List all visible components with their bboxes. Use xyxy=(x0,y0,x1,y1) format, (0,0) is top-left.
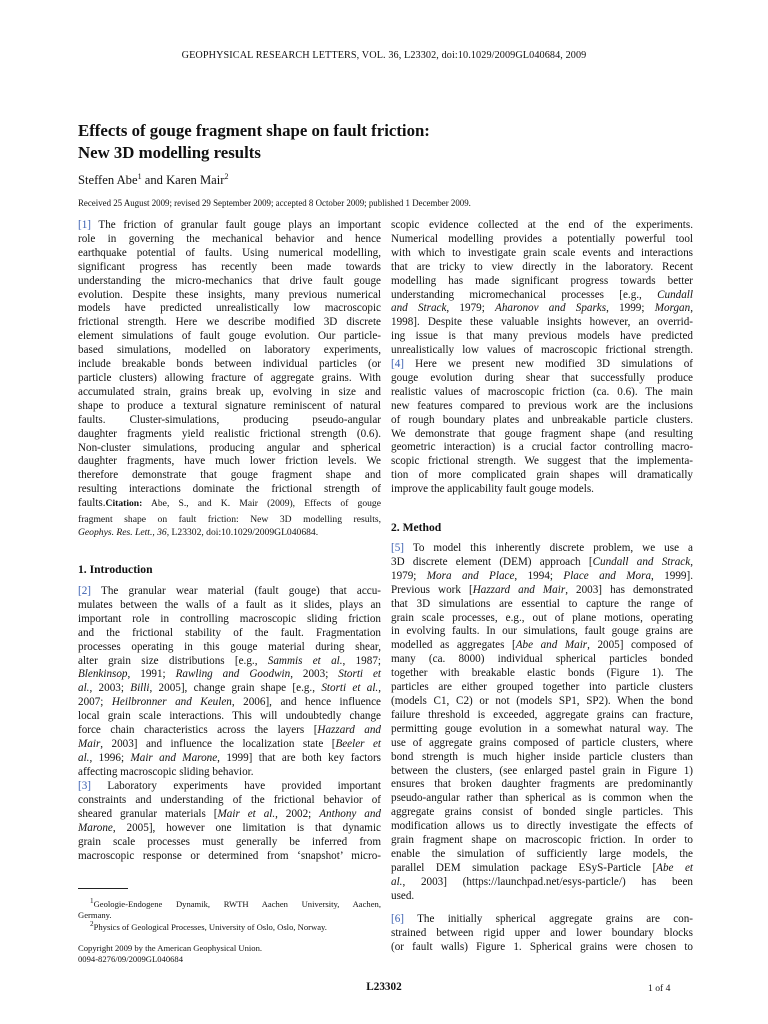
line-text: unrealistically low values of macroscopic frictional strength. xyxy=(391,344,693,357)
line-text: affecting macroscopic sliding behavior. xyxy=(78,765,254,778)
text-line xyxy=(78,275,381,289)
footnote-2 xyxy=(78,919,381,933)
text-line xyxy=(78,668,381,682)
line-text: that are tricky to view directly in the laboratory. Recent xyxy=(391,260,693,273)
line-text: local grain scale interactions. This will undoubtedly change xyxy=(78,710,381,723)
text-line xyxy=(391,344,693,358)
text-line xyxy=(391,247,693,261)
line-text: pseudo-angular rather than spherical as is common when the xyxy=(391,792,693,805)
citation-ref: and Strack xyxy=(391,302,447,315)
text-line xyxy=(78,386,381,400)
line-text: constraints and understanding of the frictional behavior of xyxy=(78,793,381,806)
line-text: processes operating in this gouge material during shear, xyxy=(78,640,381,653)
text-line xyxy=(78,627,381,641)
line-text: ing issue is that many previous models have predicted xyxy=(391,330,693,343)
line-text: that 3D simulations are essential to capture the range of xyxy=(391,597,693,610)
line-text: models have predicted unrealistically low macroscopic xyxy=(78,302,381,315)
line-text: , 1999] that are both key factors xyxy=(217,751,382,764)
citation-ref: Hazzard and Mair xyxy=(472,583,566,596)
affiliation-marker: 2 xyxy=(224,172,229,181)
text-line xyxy=(78,794,381,808)
text-line xyxy=(78,400,381,414)
issn-line: 0094-8276/09/2009GL040684 xyxy=(78,954,184,964)
text-line xyxy=(391,455,693,469)
line-text: understanding the micro-mechanics that drive fault gouge xyxy=(78,274,381,287)
text-line xyxy=(391,848,693,862)
citation-ref: Cundall xyxy=(657,288,693,301)
line-text: evolution. Despite these insights, many previous numerical xyxy=(78,288,381,301)
text-line xyxy=(78,710,381,724)
text-line xyxy=(78,344,381,358)
line-text: element simulations of fault gouge evolution. Our particle- xyxy=(78,330,381,343)
line-text: Numerical modelling provides a potentially powerful tool xyxy=(391,232,693,245)
line-text: important role in controlling macroscopic sliding friction xyxy=(78,612,381,625)
line-text: , 2002; xyxy=(275,807,320,820)
text-line xyxy=(78,696,381,710)
affiliation-marker: 1 xyxy=(137,172,142,181)
line-text: , 2003; xyxy=(89,682,131,695)
text-line xyxy=(78,780,381,794)
citation-ref: Anthony and xyxy=(319,807,381,820)
text-line xyxy=(391,330,693,344)
line-text: , 2003] (https://launchpad.net/esys-particle/) has been xyxy=(402,875,693,888)
line-text: strained between rigid upper and lower boundary blocks xyxy=(391,926,693,939)
text-line xyxy=(78,372,381,386)
abstract-last-word: faults. xyxy=(78,497,106,509)
citation-ref: Beeler et xyxy=(335,737,381,750)
text-line xyxy=(391,681,693,695)
text-line xyxy=(391,570,693,584)
text-line xyxy=(391,765,693,779)
citation-ref: al. xyxy=(78,751,90,764)
line-text: Laboratory experiments have provided important xyxy=(91,780,381,792)
line-text: , 2005], however one limitation is that dynamic xyxy=(112,821,381,834)
text-line xyxy=(78,483,381,497)
line-text: , 2003; xyxy=(290,668,339,681)
line-text: tion of more complicated grain shapes will dramatically xyxy=(391,469,693,482)
line-text: alter grain size distributions [e.g., xyxy=(78,654,268,667)
line-text: To model this inherently discrete problem, we use a xyxy=(404,542,693,554)
line-text: of rough boundary plates and unbreakable particle clusters. xyxy=(391,413,693,426)
text-line xyxy=(391,941,693,955)
text-line xyxy=(78,302,381,316)
line-text: The initially spherical aggregate grains are con- xyxy=(404,913,693,925)
paragraph-6 xyxy=(391,913,693,955)
line-text: grain fragment shape on macroscopic friction. In order to xyxy=(391,834,693,847)
text-line xyxy=(78,358,381,372)
text-line xyxy=(391,556,693,570)
author-name: Steffen Abe xyxy=(78,173,138,188)
section-heading-method: 2. Method xyxy=(391,521,442,534)
text-line xyxy=(391,372,693,386)
text-line xyxy=(391,625,693,639)
paragraph-3 xyxy=(78,780,381,863)
line-text: , 1996; xyxy=(89,751,131,764)
text-line xyxy=(78,836,381,850)
line-text: in evolving faults. In our simulations, fault gouge grains are xyxy=(391,625,693,638)
citation-ref: Abe et xyxy=(656,861,693,874)
citation-ref: Mair et al. xyxy=(217,807,276,820)
text-line xyxy=(391,289,693,303)
line-text: , xyxy=(690,302,693,315)
line-text: shape to produce a textural signature reminiscent of natural xyxy=(78,399,381,412)
copyright xyxy=(78,943,262,965)
line-text: , xyxy=(690,555,693,568)
citation-ref: Hazzard and xyxy=(317,724,381,737)
line-text: 2007; xyxy=(78,696,112,709)
line-text: , 1994; xyxy=(514,569,564,582)
introduction-continued xyxy=(391,219,693,358)
page-id: L23302 xyxy=(366,981,402,993)
page-number: 1 of 4 xyxy=(648,983,671,994)
paragraph-number: [4] xyxy=(391,358,404,370)
abstract-last-line xyxy=(78,497,381,511)
text-line xyxy=(78,822,381,836)
line-text: aggregate grains consist of bonded single particles. This xyxy=(391,806,693,819)
line-text: modification allows us to directly investigate the effects of xyxy=(391,820,693,833)
text-line xyxy=(391,358,693,372)
text-line xyxy=(391,667,693,681)
text-line xyxy=(391,612,693,626)
paragraph-number: [3] xyxy=(78,780,91,792)
citation-ref: Place and Mora xyxy=(563,569,652,582)
footnote-text: Physics of Geological Processes, University of Oslo, Oslo, Norway. xyxy=(93,921,327,932)
line-text: understanding micromechanical processes [e.g., xyxy=(391,288,658,301)
footnote-marker: 1 xyxy=(90,897,94,905)
line-text: particle clusters) allowing fracture of aggregate grains. With xyxy=(78,371,381,384)
paragraph-number: [6] xyxy=(391,913,404,925)
text-line xyxy=(391,737,693,751)
text-line xyxy=(391,862,693,876)
line-text: mulates between the walls of a fault as it slides, plays an xyxy=(78,598,381,611)
line-text: (models C1, C2) or not (models SP1, SP2). When the bond xyxy=(391,694,693,707)
citation-ref: Billi xyxy=(130,682,150,695)
line-text: based simulations, modelled on laboratory experiments, xyxy=(78,344,381,357)
footnote-marker: 2 xyxy=(90,920,94,928)
text-line xyxy=(391,709,693,723)
text-line xyxy=(391,386,693,400)
line-text: bond strength is much higher inside particle clusters than xyxy=(391,750,693,763)
footnote-rule xyxy=(78,888,128,889)
line-text: , 2006], and hence influence xyxy=(231,696,381,709)
line-text: many (ca. 8000) individual spherical particles bonded xyxy=(391,653,693,666)
text-line xyxy=(391,414,693,428)
line-text: geometric interaction) is a crucial factor controlling macro- xyxy=(391,441,693,454)
line-text: include breakable bonds between individual particles (or xyxy=(78,358,381,371)
citation-ref: Blenkinsop xyxy=(78,668,128,681)
line-text: , 2003] and influence the localization state [ xyxy=(100,737,336,750)
text-line xyxy=(78,738,381,752)
footnote-text: Geologie-Endogene Dynamik, RWTH Aachen University, Aachen, xyxy=(93,898,381,909)
article-title xyxy=(78,120,698,164)
section-heading-introduction: 1. Introduction xyxy=(78,563,153,576)
text-line xyxy=(391,261,693,275)
text-line xyxy=(391,219,693,233)
author-join: and xyxy=(141,173,167,188)
line-text: scopic evidence collected at the end of the experiments. xyxy=(391,219,693,231)
text-line xyxy=(78,655,381,669)
line-text: gouge evolution during shear that successfully produce xyxy=(391,371,693,384)
author-name: Karen Mair xyxy=(166,173,225,188)
line-text: permitting gouge evolution in a somewhat natural way. The xyxy=(391,722,693,735)
citation-ref: Mair and Marone xyxy=(130,751,218,764)
text-line xyxy=(391,653,693,667)
text-line xyxy=(78,469,381,483)
line-text: modelling has made significant progress towards better xyxy=(391,274,693,287)
line-text: significant progress has recently been made towards xyxy=(78,260,381,273)
text-line xyxy=(78,219,381,233)
text-line xyxy=(78,233,381,247)
line-text: , 2005] composed of xyxy=(587,639,693,652)
line-text: earthquake potential of faults. Using numerical modelling, xyxy=(78,246,381,259)
text-line xyxy=(391,584,693,598)
text-line xyxy=(391,233,693,247)
copyright-line: Copyright 2009 by the American Geophysical Union. xyxy=(78,943,263,953)
line-text: therefore demonstrate that gouge fragment shape and xyxy=(78,469,381,482)
line-text: modelled as aggregates [ xyxy=(391,639,516,652)
text-line xyxy=(391,542,693,556)
line-text: use of aggregate grains composed of particle clusters, where xyxy=(391,736,693,749)
line-text: and the frictional stability of the fault. Fragmentation xyxy=(78,626,381,639)
text-line xyxy=(391,441,693,455)
line-text: 3D discrete element (DEM) approach [ xyxy=(391,555,593,568)
citation-ref: Mair xyxy=(78,737,101,750)
line-text: , 1999]. xyxy=(651,569,693,582)
line-text: daughter fragments, have much lower friction levels. We xyxy=(78,455,381,468)
author-list xyxy=(78,172,228,188)
abstract xyxy=(78,219,381,497)
line-text: , 1987; xyxy=(342,654,381,667)
citation-ref: Marone xyxy=(78,821,113,834)
text-line xyxy=(391,792,693,806)
citation-ref: Rawling and Goodwin xyxy=(175,668,291,681)
citation-line: fragment shape on fault friction: New 3D modelling results, xyxy=(78,514,381,525)
line-text: , 2003] has demonstrated xyxy=(565,583,694,596)
line-text: , 2005], change grain shape [e.g., xyxy=(149,682,322,695)
paragraph-4 xyxy=(391,358,693,497)
line-text: failure threshold is exceeded, aggregate grains can fracture, xyxy=(391,708,693,721)
text-line xyxy=(78,261,381,275)
text-line xyxy=(78,641,381,655)
text-line xyxy=(78,442,381,456)
citation-ref: Storti et al. xyxy=(321,682,379,695)
citation-ref: Sammis et al. xyxy=(267,654,343,667)
title-line-2: New 3D modelling results xyxy=(78,143,261,162)
text-line xyxy=(78,752,381,766)
line-text: new features compared to previous work are the inclusions xyxy=(391,399,693,412)
citation-ref: Morgan xyxy=(654,302,691,315)
line-text: ensures that broken daughter fragments are predominantly xyxy=(391,778,693,791)
text-line xyxy=(391,598,693,612)
citation-ref: Mora and Place xyxy=(426,569,515,582)
text-line xyxy=(78,613,381,627)
text-line xyxy=(391,927,693,941)
line-text: accumulated strain, grains break up, evolving in size and xyxy=(78,385,381,398)
text-line xyxy=(391,751,693,765)
line-text: used. xyxy=(391,889,415,902)
citation-ref: Abe and Mair xyxy=(515,639,588,652)
text-line xyxy=(78,808,381,822)
paragraph-number: [5] xyxy=(391,542,404,554)
line-text: improve the applicability fault gouge models. xyxy=(391,483,594,496)
line-text: The friction of granular fault gouge plays an important xyxy=(91,219,381,231)
line-text: together with breakable elastic bonds (Figure 1). The xyxy=(391,667,693,680)
line-text: enable the simulation of sufficiently large models, the xyxy=(391,847,693,860)
line-text: , xyxy=(378,682,382,695)
text-line xyxy=(391,723,693,737)
line-text: (or fault walls) Figure 1. Spherical grains were chosen to xyxy=(391,940,693,953)
citation-ref: al. xyxy=(391,875,403,888)
line-text: Non-cluster simulations, producing angular and spherical xyxy=(78,441,381,454)
line-text: 1998]. Despite these valuable insights however, an overrid- xyxy=(391,316,693,329)
text-line xyxy=(78,682,381,696)
line-text: scopic frictional strength. We suggest that the implementa- xyxy=(391,455,693,468)
line-text: , 1991; xyxy=(127,668,176,681)
text-line xyxy=(391,778,693,792)
text-line xyxy=(391,469,693,483)
text-line xyxy=(78,455,381,469)
text-line xyxy=(391,275,693,289)
text-line xyxy=(78,585,381,599)
line-text: The granular wear material (fault gouge) that accu- xyxy=(91,585,381,597)
citation-label: Citation: xyxy=(105,498,143,509)
citation-ref: Storti et xyxy=(338,668,381,681)
line-text: 1979; xyxy=(391,569,427,582)
line-text: grain scale processes must generally be inferred from xyxy=(78,835,381,848)
line-text: with which to investigate grain scale events and interactions xyxy=(391,246,693,259)
text-line xyxy=(391,834,693,848)
publication-dates: Received 25 August 2009; revised 29 September 2009; accepted 8 October 2009; published 1 December 2009. xyxy=(78,198,471,208)
line-text: macroscopic response or determined from ‘snapshot’ micro- xyxy=(78,849,381,862)
text-line xyxy=(391,820,693,834)
citation-text: Abe, S., and K. Mair (2009), Effects of gouge xyxy=(142,498,381,509)
footnote-text: Germany. xyxy=(78,910,112,921)
line-text: force chain characteristics across the layers [ xyxy=(78,724,318,737)
line-text: realistic values of macroscopic friction (ca. 0.6). The main xyxy=(391,385,693,398)
line-text: faults. Cluster-simulations, producing pseudo-angular xyxy=(78,413,381,426)
line-text: Previous work [ xyxy=(391,583,473,596)
text-line xyxy=(391,400,693,414)
line-text: grain scale processes, e.g., out of plane motions, operating xyxy=(391,611,693,624)
citation-ref: Aharonov and Sparks xyxy=(495,302,607,315)
line-text: particles are either grouped together into particle clusters xyxy=(391,681,693,694)
citation-block xyxy=(78,513,381,539)
running-head: GEOPHYSICAL RESEARCH LETTERS, VOL. 36, L23302, doi:10.1029/2009GL040684, 2009 xyxy=(181,50,587,61)
text-line xyxy=(391,913,693,927)
text-line xyxy=(391,876,693,890)
text-line xyxy=(391,890,693,904)
line-text: role in governing the mechanical behavior and hence xyxy=(78,232,381,245)
text-line xyxy=(78,428,381,442)
text-line xyxy=(391,302,693,316)
paragraph-2 xyxy=(78,585,381,780)
text-line xyxy=(391,639,693,653)
line-text: daughter fragments yield realistic frictional strength (0.6). xyxy=(78,427,381,440)
paragraph-number: [1] xyxy=(78,219,91,231)
citation-ref: Heilbronner and Keulen xyxy=(111,696,232,709)
citation-ref: Cundall and Strack xyxy=(592,555,691,568)
text-line xyxy=(391,695,693,709)
line-text: parallel DEM simulation package ESyS-Particle [ xyxy=(391,861,657,874)
text-line xyxy=(78,850,381,864)
citation-ref: al. xyxy=(78,682,90,695)
text-line xyxy=(78,316,381,330)
line-text: Here we present new modified 3D simulations of xyxy=(404,358,693,370)
text-line xyxy=(391,428,693,442)
text-line xyxy=(78,724,381,738)
line-text: between the clusters, (see enlarged pastel grain in Figure 1) xyxy=(391,764,693,777)
citation-doi: L23302, doi:10.1029/2009GL040684. xyxy=(169,527,319,538)
text-line xyxy=(78,247,381,261)
citation-journal: Geophys. Res. Lett., 36, xyxy=(78,527,170,538)
line-text: We demonstrate that gouge fragment shape (and resulting xyxy=(391,427,693,440)
line-text: frictional strength. Here we describe modified 3D discrete xyxy=(78,316,381,329)
title-line-1: Effects of gouge fragment shape on fault friction: xyxy=(78,121,430,140)
text-line xyxy=(78,766,381,780)
paragraph-5 xyxy=(391,542,693,904)
text-line xyxy=(391,806,693,820)
text-line xyxy=(78,414,381,428)
line-text: sheared granular materials [ xyxy=(78,807,218,820)
text-line xyxy=(78,289,381,303)
line-text: , 1999; xyxy=(606,302,655,315)
footnote-1 xyxy=(78,896,381,921)
line-text: resulting interactions dominate the frictional strength of xyxy=(78,483,381,496)
text-line xyxy=(78,330,381,344)
paragraph-number: [2] xyxy=(78,585,91,597)
text-line xyxy=(391,483,693,497)
text-line xyxy=(391,316,693,330)
line-text: , 1979; xyxy=(446,302,496,315)
text-line xyxy=(78,599,381,613)
